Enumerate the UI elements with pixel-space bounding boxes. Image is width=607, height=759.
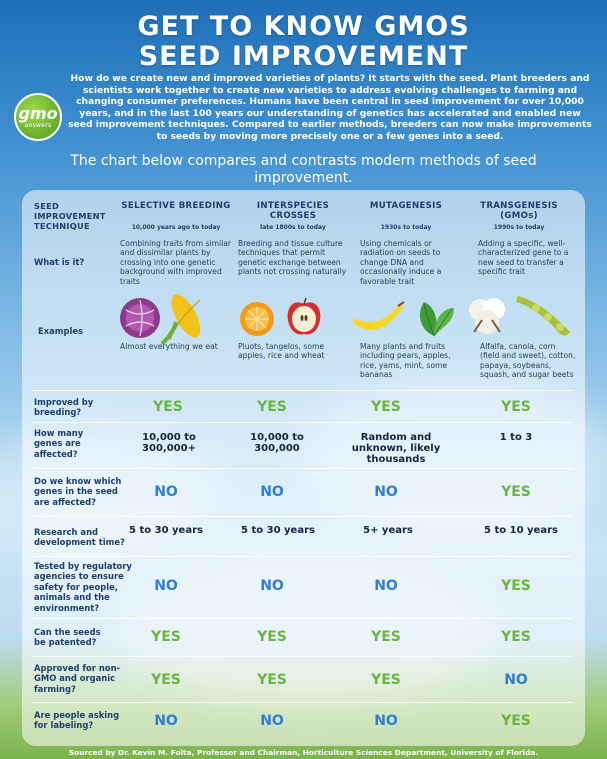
row-label-what: What is it? [34, 257, 85, 267]
answer-no: NO [260, 578, 284, 594]
what-description: Breeding and tissue culture techniques that permit genetic exchange between plants not crossing naturally [238, 239, 347, 277]
row-label: Approved for non-GMO and organic farming? [34, 663, 121, 694]
page-title-line1: GET TO KNOW GMOS [137, 11, 470, 42]
row-divider [32, 702, 573, 703]
row-label: How many genes are affected? [34, 428, 84, 459]
answer-yes: YES [501, 713, 531, 729]
column-header-selective-breeding: SELECTIVE BREEDING [121, 201, 231, 211]
gmo-answers-logo [14, 93, 62, 141]
row-divider [32, 468, 573, 469]
row-label: Research and development time? [34, 527, 125, 548]
column-header-mutagenesis: MUTAGENESIS [369, 201, 443, 211]
soybean-icon [512, 292, 578, 340]
apple-icon [284, 296, 324, 338]
banana-icon [348, 300, 408, 340]
genes-value: 10,000 to 300,000 [250, 432, 304, 454]
column-header-interspecies-crosses: INTERSPECIES CROSSES [256, 201, 330, 221]
corn-icon [156, 292, 212, 346]
answer-yes: YES [501, 578, 531, 594]
answer-no: NO [504, 672, 528, 688]
what-description: Adding a specific, well-characterized gene to a new seed to transfer a specific trait [478, 239, 569, 277]
answer-yes: YES [371, 629, 401, 645]
source-credit: Sourced by Dr. Kevin M. Folta, Professor and Chairman, Horticulture Sciences Department, University of Florida. [68, 748, 539, 757]
genes-value: Random and unknown, likely thousands [351, 432, 441, 465]
answer-yes: YES [501, 399, 531, 415]
chart-subtitle: The chart below compares and contrasts modern methods of seed improvement. [70, 153, 537, 186]
answer-no: NO [374, 578, 398, 594]
rd-time-value: 5 to 30 years [241, 525, 315, 536]
logo-subtext: answers [24, 121, 52, 129]
row-divider [32, 390, 573, 391]
examples-text: Pluots, tangelos, some apples, rice and wheat [238, 342, 325, 361]
answer-yes: YES [501, 629, 531, 645]
answer-yes: YES [371, 399, 401, 415]
row-label: Do we know which genes in the seed are affected? [34, 476, 122, 507]
column-date: 1930s to today [380, 224, 432, 231]
genes-value: 1 to 3 [499, 432, 533, 443]
row-divider [32, 656, 573, 657]
column-date: late 1800s to today [260, 224, 326, 231]
corner-label: SEED IMPROVEMENT TECHNIQUE [34, 201, 106, 231]
column-date: 1990s to today [493, 224, 545, 231]
answer-no: NO [374, 484, 398, 500]
what-description: Using chemicals or radiation on seeds to change DNA and occasionally induce a favorable trait [360, 239, 442, 286]
row-label: Improved by breeding? [34, 397, 94, 418]
examples-text: Many plants and fruits including pears, apples, rice, yams, mint, some bananas [360, 342, 451, 380]
answer-yes: YES [151, 672, 181, 688]
examples-text: Almost everything we eat [120, 342, 218, 351]
row-divider [32, 618, 573, 619]
row-label: Tested by regulatory agencies to ensure safety for people, animals and the environment? [34, 561, 132, 613]
page-title-line2: SEED IMPROVEMENT [138, 41, 469, 72]
rd-time-value: 5 to 30 years [129, 525, 203, 536]
row-label: Are people asking for labeling? [34, 710, 120, 731]
answer-yes: YES [371, 672, 401, 688]
rd-time-value: 5+ years [363, 525, 413, 536]
answer-no: NO [260, 713, 284, 729]
answer-yes: YES [257, 399, 287, 415]
row-label: Can the seeds be patented? [34, 627, 101, 648]
answer-yes: YES [501, 484, 531, 500]
answer-no: NO [374, 713, 398, 729]
genes-value: 10,000 to 300,000+ [142, 432, 196, 454]
row-divider [32, 422, 573, 423]
logo-text: gmo [18, 103, 58, 123]
answer-no: NO [260, 484, 284, 500]
rd-time-value: 5 to 10 years [484, 525, 558, 536]
row-divider [32, 516, 573, 517]
what-description: Combining traits from similar and dissimilar plants by crossing into one genetic background with improved traits [120, 239, 231, 286]
cotton-icon [464, 292, 510, 338]
answer-yes: YES [153, 399, 183, 415]
column-date: 10,000 years ago to today [131, 224, 221, 231]
mint-icon [410, 296, 458, 340]
answer-no: NO [154, 578, 178, 594]
answer-yes: YES [257, 629, 287, 645]
orange-icon [238, 300, 276, 338]
answer-yes: YES [257, 672, 287, 688]
answer-no: NO [154, 713, 178, 729]
column-header-transgenesis: TRANSGENESIS (GMOs) [480, 201, 558, 221]
row-divider [32, 556, 573, 557]
examples-text: Alfalfa, canola, corn (field and sweet), cotton, papaya, soybeans, squash, and sugar beets [480, 342, 576, 380]
intro-paragraph: How do we create new and improved varieties of plants? It starts with the seed. Plant breeders and scientists work together to create new varieties to address evolving challenges to farming and changing consumer preferences. Humans have been central in seed improvement for over 10,000 years, and in the last 100 years our understanding of genetics has accelerated and enabled new seed improvement techniques. Compared to earlier methods, breeders can now make improvements to seeds by moving more precisely one or a few genes into a seed. [68, 73, 592, 142]
row-label-examples: Examples [38, 326, 84, 336]
answer-no: NO [154, 484, 178, 500]
answer-yes: YES [151, 629, 181, 645]
